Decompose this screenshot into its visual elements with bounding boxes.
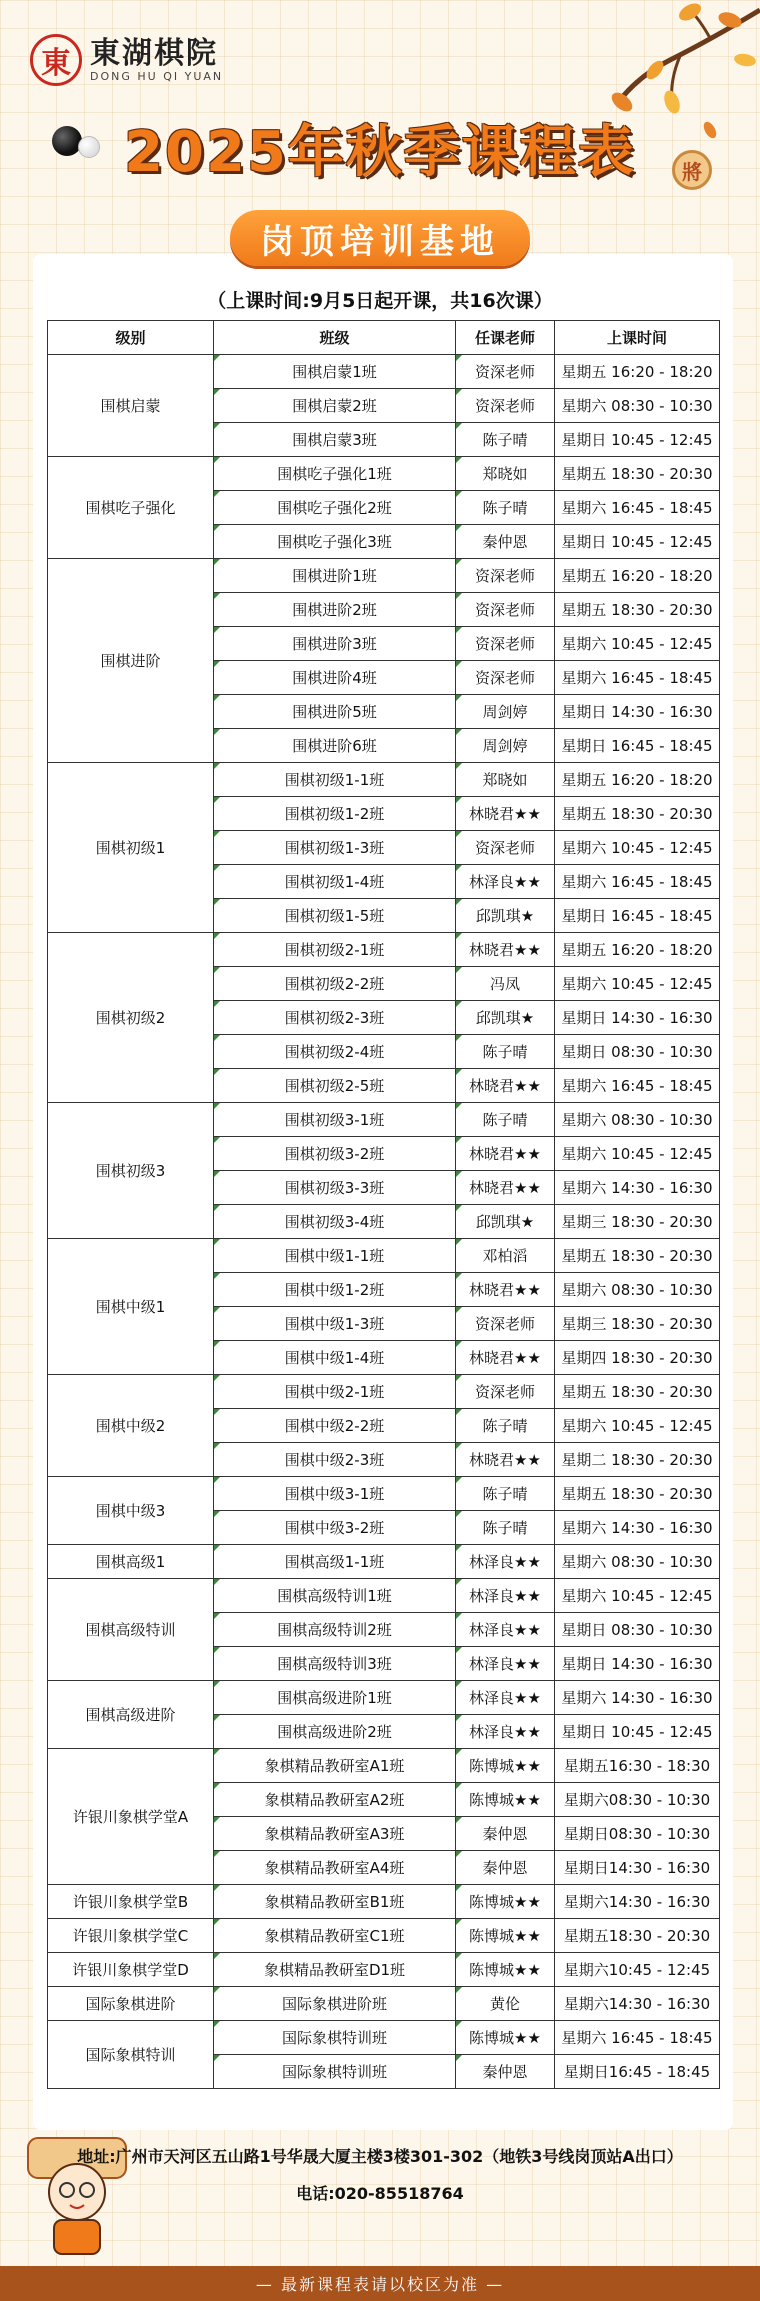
time-cell: 星期六 10:45 - 12:45 — [555, 1579, 720, 1613]
teacher-cell: 周剑婷 — [456, 695, 555, 729]
level-cell: 许银川象棋学堂C — [48, 1919, 214, 1953]
teacher-cell: 资深老师 — [456, 355, 555, 389]
class-cell: 围棋中级2-2班 — [214, 1409, 456, 1443]
teacher-cell: 秦仲恩 — [456, 525, 555, 559]
teacher-cell: 陈子晴 — [456, 1409, 555, 1443]
level-cell: 许银川象棋学堂B — [48, 1885, 214, 1919]
teacher-cell: 陈博城★★ — [456, 1783, 555, 1817]
teacher-cell: 周剑婷 — [456, 729, 555, 763]
teacher-cell: 林晓君★★ — [456, 1137, 555, 1171]
class-cell: 围棋吃子强化2班 — [214, 491, 456, 525]
table-row — [48, 1579, 720, 1613]
time-cell: 星期五18:30 - 20:30 — [555, 1919, 720, 1953]
class-cell: 围棋吃子强化3班 — [214, 525, 456, 559]
teacher-cell: 资深老师 — [456, 627, 555, 661]
class-cell: 围棋高级进阶2班 — [214, 1715, 456, 1749]
class-cell: 围棋高级特训1班 — [214, 1579, 456, 1613]
table-row — [48, 1681, 720, 1715]
time-cell: 星期六 10:45 - 12:45 — [555, 627, 720, 661]
time-cell: 星期六 16:45 - 18:45 — [555, 1069, 720, 1103]
teacher-cell: 邱凯琪★ — [456, 899, 555, 933]
time-cell: 星期六 16:45 - 18:45 — [555, 661, 720, 695]
class-cell: 围棋初级1-4班 — [214, 865, 456, 899]
column-header-class: 班级 — [214, 321, 456, 355]
level-cell: 围棋初级3 — [48, 1103, 214, 1239]
time-cell: 星期六 16:45 - 18:45 — [555, 2021, 720, 2055]
teacher-cell: 林泽良★★ — [456, 1545, 555, 1579]
class-cell: 围棋中级1-3班 — [214, 1307, 456, 1341]
teacher-cell: 林泽良★★ — [456, 1579, 555, 1613]
teacher-cell: 资深老师 — [456, 559, 555, 593]
table-row — [48, 1749, 720, 1783]
table-row — [48, 1919, 720, 1953]
time-cell: 星期六 10:45 - 12:45 — [555, 967, 720, 1001]
time-cell: 星期六 16:45 - 18:45 — [555, 865, 720, 899]
class-cell: 围棋初级1-5班 — [214, 899, 456, 933]
column-header-time: 上课时间 — [555, 321, 720, 355]
time-cell: 星期五 16:20 - 18:20 — [555, 355, 720, 389]
page-title: 2025年秋季课程表 — [124, 120, 636, 185]
address-text: 地址:广州市天河区五山路1号华晟大厦主楼3楼301-302（地铁3号线岗顶站A出口） — [77, 2147, 683, 2166]
time-cell: 星期三 18:30 - 20:30 — [555, 1307, 720, 1341]
class-cell: 国际象棋进阶班 — [214, 1987, 456, 2021]
time-cell: 星期六 08:30 - 10:30 — [555, 1103, 720, 1137]
class-cell: 围棋启蒙3班 — [214, 423, 456, 457]
time-cell: 星期六 10:45 - 12:45 — [555, 831, 720, 865]
class-cell: 围棋初级2-4班 — [214, 1035, 456, 1069]
time-cell: 星期日 08:30 - 10:30 — [555, 1613, 720, 1647]
teacher-cell: 林泽良★★ — [456, 1681, 555, 1715]
teacher-cell: 郑晓如 — [456, 457, 555, 491]
time-cell: 星期日14:30 - 16:30 — [555, 1851, 720, 1885]
table-row — [48, 457, 720, 491]
teacher-cell: 黄伦 — [456, 1987, 555, 2021]
class-cell: 围棋初级1-2班 — [214, 797, 456, 831]
teacher-cell: 林晓君★★ — [456, 1443, 555, 1477]
teacher-cell: 林晓君★★ — [456, 1341, 555, 1375]
campus-banner: 岗顶培训基地 — [230, 210, 530, 266]
teacher-cell: 林晓君★★ — [456, 1069, 555, 1103]
teacher-cell: 冯凤 — [456, 967, 555, 1001]
time-cell: 星期五 18:30 - 20:30 — [555, 1375, 720, 1409]
time-cell: 星期五 18:30 - 20:30 — [555, 1239, 720, 1273]
teacher-cell: 林泽良★★ — [456, 1613, 555, 1647]
time-cell: 星期五 16:20 - 18:20 — [555, 933, 720, 967]
level-cell: 围棋中级1 — [48, 1239, 214, 1375]
time-cell: 星期五 16:20 - 18:20 — [555, 763, 720, 797]
class-cell: 围棋启蒙1班 — [214, 355, 456, 389]
schedule-subtitle: （上课时间:9月5日起开课，共16次课） — [207, 290, 553, 312]
teacher-cell: 邱凯琪★ — [456, 1205, 555, 1239]
time-cell: 星期五 18:30 - 20:30 — [555, 797, 720, 831]
logo-pinyin: DONG HU QI YUAN — [90, 69, 224, 83]
class-cell: 围棋进阶3班 — [214, 627, 456, 661]
time-cell: 星期日 10:45 - 12:45 — [555, 423, 720, 457]
time-cell: 星期五 18:30 - 20:30 — [555, 457, 720, 491]
teacher-cell: 陈子晴 — [456, 1511, 555, 1545]
teacher-cell: 陈博城★★ — [456, 1953, 555, 1987]
time-cell: 星期四 18:30 - 20:30 — [555, 1341, 720, 1375]
class-cell: 围棋中级2-1班 — [214, 1375, 456, 1409]
table-row — [48, 1103, 720, 1137]
time-cell: 星期日 16:45 - 18:45 — [555, 729, 720, 763]
time-cell: 星期六 10:45 - 12:45 — [555, 1137, 720, 1171]
logo-seal: 東 — [30, 34, 82, 86]
teacher-cell: 秦仲恩 — [456, 2055, 555, 2089]
class-cell: 围棋初级3-3班 — [214, 1171, 456, 1205]
level-cell: 围棋进阶 — [48, 559, 214, 763]
class-cell: 象棋精品教研室D1班 — [214, 1953, 456, 1987]
class-cell: 围棋高级进阶1班 — [214, 1681, 456, 1715]
teacher-cell: 林晓君★★ — [456, 1171, 555, 1205]
table-row — [48, 559, 720, 593]
teacher-cell: 资深老师 — [456, 1375, 555, 1409]
teacher-cell: 资深老师 — [456, 593, 555, 627]
class-cell: 围棋中级1-4班 — [214, 1341, 456, 1375]
class-cell: 围棋吃子强化1班 — [214, 457, 456, 491]
class-cell: 围棋初级3-4班 — [214, 1205, 456, 1239]
teacher-cell: 林晓君★★ — [456, 933, 555, 967]
class-cell: 围棋进阶2班 — [214, 593, 456, 627]
class-cell: 围棋高级特训3班 — [214, 1647, 456, 1681]
time-cell: 星期六10:45 - 12:45 — [555, 1953, 720, 1987]
time-cell: 星期五 18:30 - 20:30 — [555, 593, 720, 627]
teacher-cell: 陈博城★★ — [456, 1749, 555, 1783]
class-cell: 象棋精品教研室A3班 — [214, 1817, 456, 1851]
time-cell: 星期日 16:45 - 18:45 — [555, 899, 720, 933]
time-cell: 星期日 10:45 - 12:45 — [555, 525, 720, 559]
level-cell: 围棋启蒙 — [48, 355, 214, 457]
class-cell: 围棋中级3-2班 — [214, 1511, 456, 1545]
logo — [30, 34, 223, 86]
class-cell: 围棋高级1-1班 — [214, 1545, 456, 1579]
column-header-level: 级别 — [48, 321, 214, 355]
time-cell: 星期六 10:45 - 12:45 — [555, 1409, 720, 1443]
class-cell: 围棋中级2-3班 — [214, 1443, 456, 1477]
class-cell: 国际象棋特训班 — [214, 2055, 456, 2089]
table-row — [48, 1375, 720, 1409]
level-cell: 围棋中级3 — [48, 1477, 214, 1545]
table-row — [48, 1477, 720, 1511]
time-cell: 星期六08:30 - 10:30 — [555, 1783, 720, 1817]
time-cell: 星期日 14:30 - 16:30 — [555, 1001, 720, 1035]
time-cell: 星期六 14:30 - 16:30 — [555, 1171, 720, 1205]
time-cell: 星期日 10:45 - 12:45 — [555, 1715, 720, 1749]
time-cell: 星期日 14:30 - 16:30 — [555, 1647, 720, 1681]
table-row — [48, 2021, 720, 2055]
teacher-cell: 邱凯琪★ — [456, 1001, 555, 1035]
level-cell: 围棋高级特训 — [48, 1579, 214, 1681]
level-cell: 围棋初级2 — [48, 933, 214, 1103]
column-header-teacher: 任课老师 — [456, 321, 555, 355]
class-cell: 围棋进阶1班 — [214, 559, 456, 593]
class-cell: 围棋中级1-1班 — [214, 1239, 456, 1273]
level-cell: 围棋吃子强化 — [48, 457, 214, 559]
table-row — [48, 763, 720, 797]
time-cell: 星期六 14:30 - 16:30 — [555, 1511, 720, 1545]
class-cell: 围棋启蒙2班 — [214, 389, 456, 423]
table-row — [48, 933, 720, 967]
table-header-row — [48, 321, 720, 355]
teacher-cell: 秦仲恩 — [456, 1817, 555, 1851]
teacher-cell: 资深老师 — [456, 389, 555, 423]
level-cell: 国际象棋进阶 — [48, 1987, 214, 2021]
teacher-cell: 陈子晴 — [456, 423, 555, 457]
time-cell: 星期日16:45 - 18:45 — [555, 2055, 720, 2089]
time-cell: 星期二 18:30 - 20:30 — [555, 1443, 720, 1477]
time-cell: 星期六 14:30 - 16:30 — [555, 1681, 720, 1715]
class-cell: 围棋初级3-2班 — [214, 1137, 456, 1171]
teacher-cell: 林泽良★★ — [456, 865, 555, 899]
schedule-table — [47, 320, 720, 2089]
class-cell: 围棋中级3-1班 — [214, 1477, 456, 1511]
teacher-cell: 秦仲恩 — [456, 1851, 555, 1885]
time-cell: 星期六14:30 - 16:30 — [555, 1987, 720, 2021]
xiangqi-piece-icon: 將 — [672, 150, 712, 190]
time-cell: 星期六 16:45 - 18:45 — [555, 491, 720, 525]
level-cell: 许银川象棋学堂A — [48, 1749, 214, 1885]
teacher-cell: 资深老师 — [456, 661, 555, 695]
teacher-cell: 邓柏滔 — [456, 1239, 555, 1273]
class-cell: 围棋初级2-5班 — [214, 1069, 456, 1103]
table-row — [48, 1545, 720, 1579]
time-cell: 星期五 16:20 - 18:20 — [555, 559, 720, 593]
class-cell: 围棋初级2-2班 — [214, 967, 456, 1001]
phone-text: 电话:020-85518764 — [296, 2184, 464, 2203]
teacher-cell: 资深老师 — [456, 1307, 555, 1341]
class-cell: 围棋初级2-3班 — [214, 1001, 456, 1035]
class-cell: 围棋初级1-1班 — [214, 763, 456, 797]
level-cell: 围棋高级进阶 — [48, 1681, 214, 1749]
time-cell: 星期五 18:30 - 20:30 — [555, 1477, 720, 1511]
table-row — [48, 1885, 720, 1919]
class-cell: 围棋进阶5班 — [214, 695, 456, 729]
time-cell: 星期六14:30 - 16:30 — [555, 1885, 720, 1919]
level-cell: 许银川象棋学堂D — [48, 1953, 214, 1987]
teacher-cell: 林晓君★★ — [456, 797, 555, 831]
time-cell: 星期日 14:30 - 16:30 — [555, 695, 720, 729]
teacher-cell: 陈子晴 — [456, 491, 555, 525]
class-cell: 围棋进阶4班 — [214, 661, 456, 695]
class-cell: 围棋初级2-1班 — [214, 933, 456, 967]
table-row — [48, 1239, 720, 1273]
time-cell: 星期日08:30 - 10:30 — [555, 1817, 720, 1851]
teacher-cell: 郑晓如 — [456, 763, 555, 797]
level-cell: 围棋中级2 — [48, 1375, 214, 1477]
class-cell: 围棋高级特训2班 — [214, 1613, 456, 1647]
teacher-cell: 林晓君★★ — [456, 1273, 555, 1307]
class-cell: 象棋精品教研室A2班 — [214, 1783, 456, 1817]
time-cell: 星期五16:30 - 18:30 — [555, 1749, 720, 1783]
teacher-cell: 陈博城★★ — [456, 1885, 555, 1919]
time-cell: 星期六 08:30 - 10:30 — [555, 389, 720, 423]
teacher-cell: 陈子晴 — [456, 1103, 555, 1137]
teacher-cell: 陈子晴 — [456, 1477, 555, 1511]
teacher-cell: 陈博城★★ — [456, 2021, 555, 2055]
class-cell: 围棋进阶6班 — [214, 729, 456, 763]
time-cell: 星期六 08:30 - 10:30 — [555, 1545, 720, 1579]
level-cell: 围棋初级1 — [48, 763, 214, 933]
teacher-cell: 林泽良★★ — [456, 1647, 555, 1681]
table-row — [48, 355, 720, 389]
bottom-notice-bar — [0, 2266, 760, 2301]
time-cell: 星期日 08:30 - 10:30 — [555, 1035, 720, 1069]
class-cell: 围棋初级3-1班 — [214, 1103, 456, 1137]
class-cell: 围棋初级1-3班 — [214, 831, 456, 865]
teacher-cell: 陈子晴 — [456, 1035, 555, 1069]
level-cell: 围棋高级1 — [48, 1545, 214, 1579]
time-cell: 星期三 18:30 - 20:30 — [555, 1205, 720, 1239]
class-cell: 象棋精品教研室B1班 — [214, 1885, 456, 1919]
table-row — [48, 1953, 720, 1987]
time-cell: 星期六 08:30 - 10:30 — [555, 1273, 720, 1307]
class-cell: 围棋中级1-2班 — [214, 1273, 456, 1307]
logo-name: 東湖棋院 — [90, 35, 218, 71]
table-row — [48, 1987, 720, 2021]
class-cell: 象棋精品教研室A4班 — [214, 1851, 456, 1885]
teacher-cell: 林泽良★★ — [456, 1715, 555, 1749]
schedule-body — [48, 355, 720, 2089]
class-cell: 国际象棋特训班 — [214, 2021, 456, 2055]
teacher-cell: 资深老师 — [456, 831, 555, 865]
bottom-notice-text: — 最新课程表请以校区为准 — — [255, 2275, 505, 2294]
teacher-cell: 陈博城★★ — [456, 1919, 555, 1953]
class-cell: 象棋精品教研室C1班 — [214, 1919, 456, 1953]
level-cell: 国际象棋特训 — [48, 2021, 214, 2089]
class-cell: 象棋精品教研室A1班 — [214, 1749, 456, 1783]
